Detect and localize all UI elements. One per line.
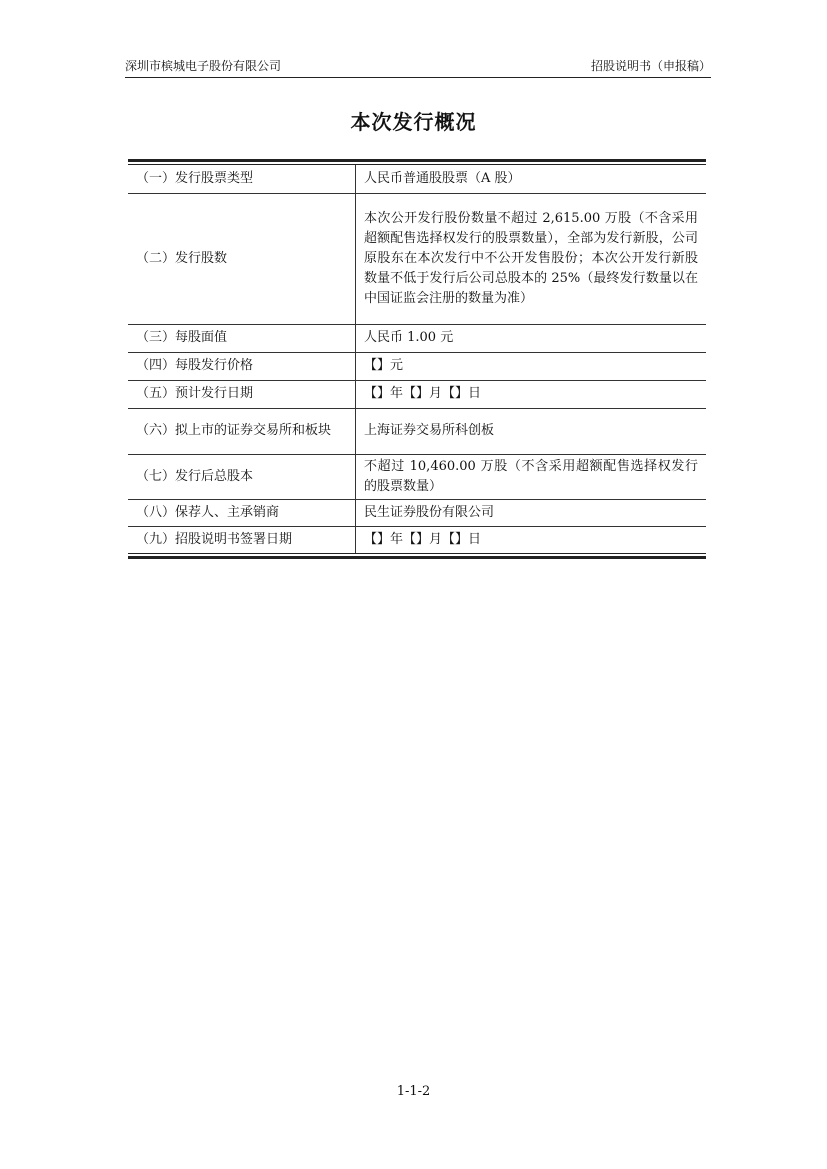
table-row — [128, 499, 706, 526]
row-value: 人民币普通股股票（A 股） — [364, 170, 521, 186]
page-title: 本次发行概况 — [350, 110, 477, 134]
row-label: （七）发行后总股本 — [128, 454, 356, 499]
row-label: （四）每股发行价格 — [128, 352, 356, 380]
table-bottom-rule-thin — [128, 553, 706, 554]
table-row — [128, 408, 706, 454]
row-label: （九）招股说明书签署日期 — [128, 526, 356, 553]
offering-overview-table — [128, 165, 706, 553]
row-value: 【】年【】月【】日 — [356, 526, 707, 553]
table-bottom-rule-thick — [128, 556, 706, 559]
page-number: 1-1-2 — [396, 1084, 431, 1099]
table-top-rule-thick — [128, 159, 706, 162]
row-value: 民生证券股份有限公司 — [356, 499, 707, 526]
row-label: （一）发行股票类型 — [128, 165, 356, 193]
table-row — [128, 165, 706, 193]
header-company-name: 深圳市槟城电子股份有限公司 — [125, 59, 282, 73]
row-value: 上海证券交易所科创板 — [356, 408, 707, 454]
table-row — [128, 526, 706, 553]
row-label: （三）每股面值 — [128, 324, 356, 352]
row-value: 人民币 1.00 元 — [356, 324, 707, 352]
table-row — [128, 352, 706, 380]
row-label: （五）预计发行日期 — [128, 380, 356, 408]
page-header — [125, 58, 711, 78]
header-document-type: 招股说明书（申报稿） — [590, 59, 711, 73]
table-row — [128, 380, 706, 408]
row-value: 【】年【】月【】日 — [356, 380, 707, 408]
table-row — [128, 454, 706, 499]
table-row — [128, 193, 706, 324]
row-value: 不超过 10,460.00 万股（不含采用超额配售选择权发行的股票数量） — [356, 454, 707, 499]
row-label: （八）保荐人、主承销商 — [128, 499, 356, 526]
row-value: 【】元 — [356, 352, 707, 380]
table-row — [128, 324, 706, 352]
row-value: 本次公开发行股份数量不超过 2,615.00 万股（不含采用超额配售选择权发行的股票数量），全部为发行新股，公司原股东在本次发行中不公开发售股份；本次公开发行新股数量不低于发行后公司总股本的 25%（最终发行数量以在中国证监会注册的数量为准） — [356, 193, 707, 324]
row-label: （六）拟上市的证券交易所和板块 — [128, 408, 356, 454]
row-label: （二）发行股数 — [128, 193, 356, 324]
